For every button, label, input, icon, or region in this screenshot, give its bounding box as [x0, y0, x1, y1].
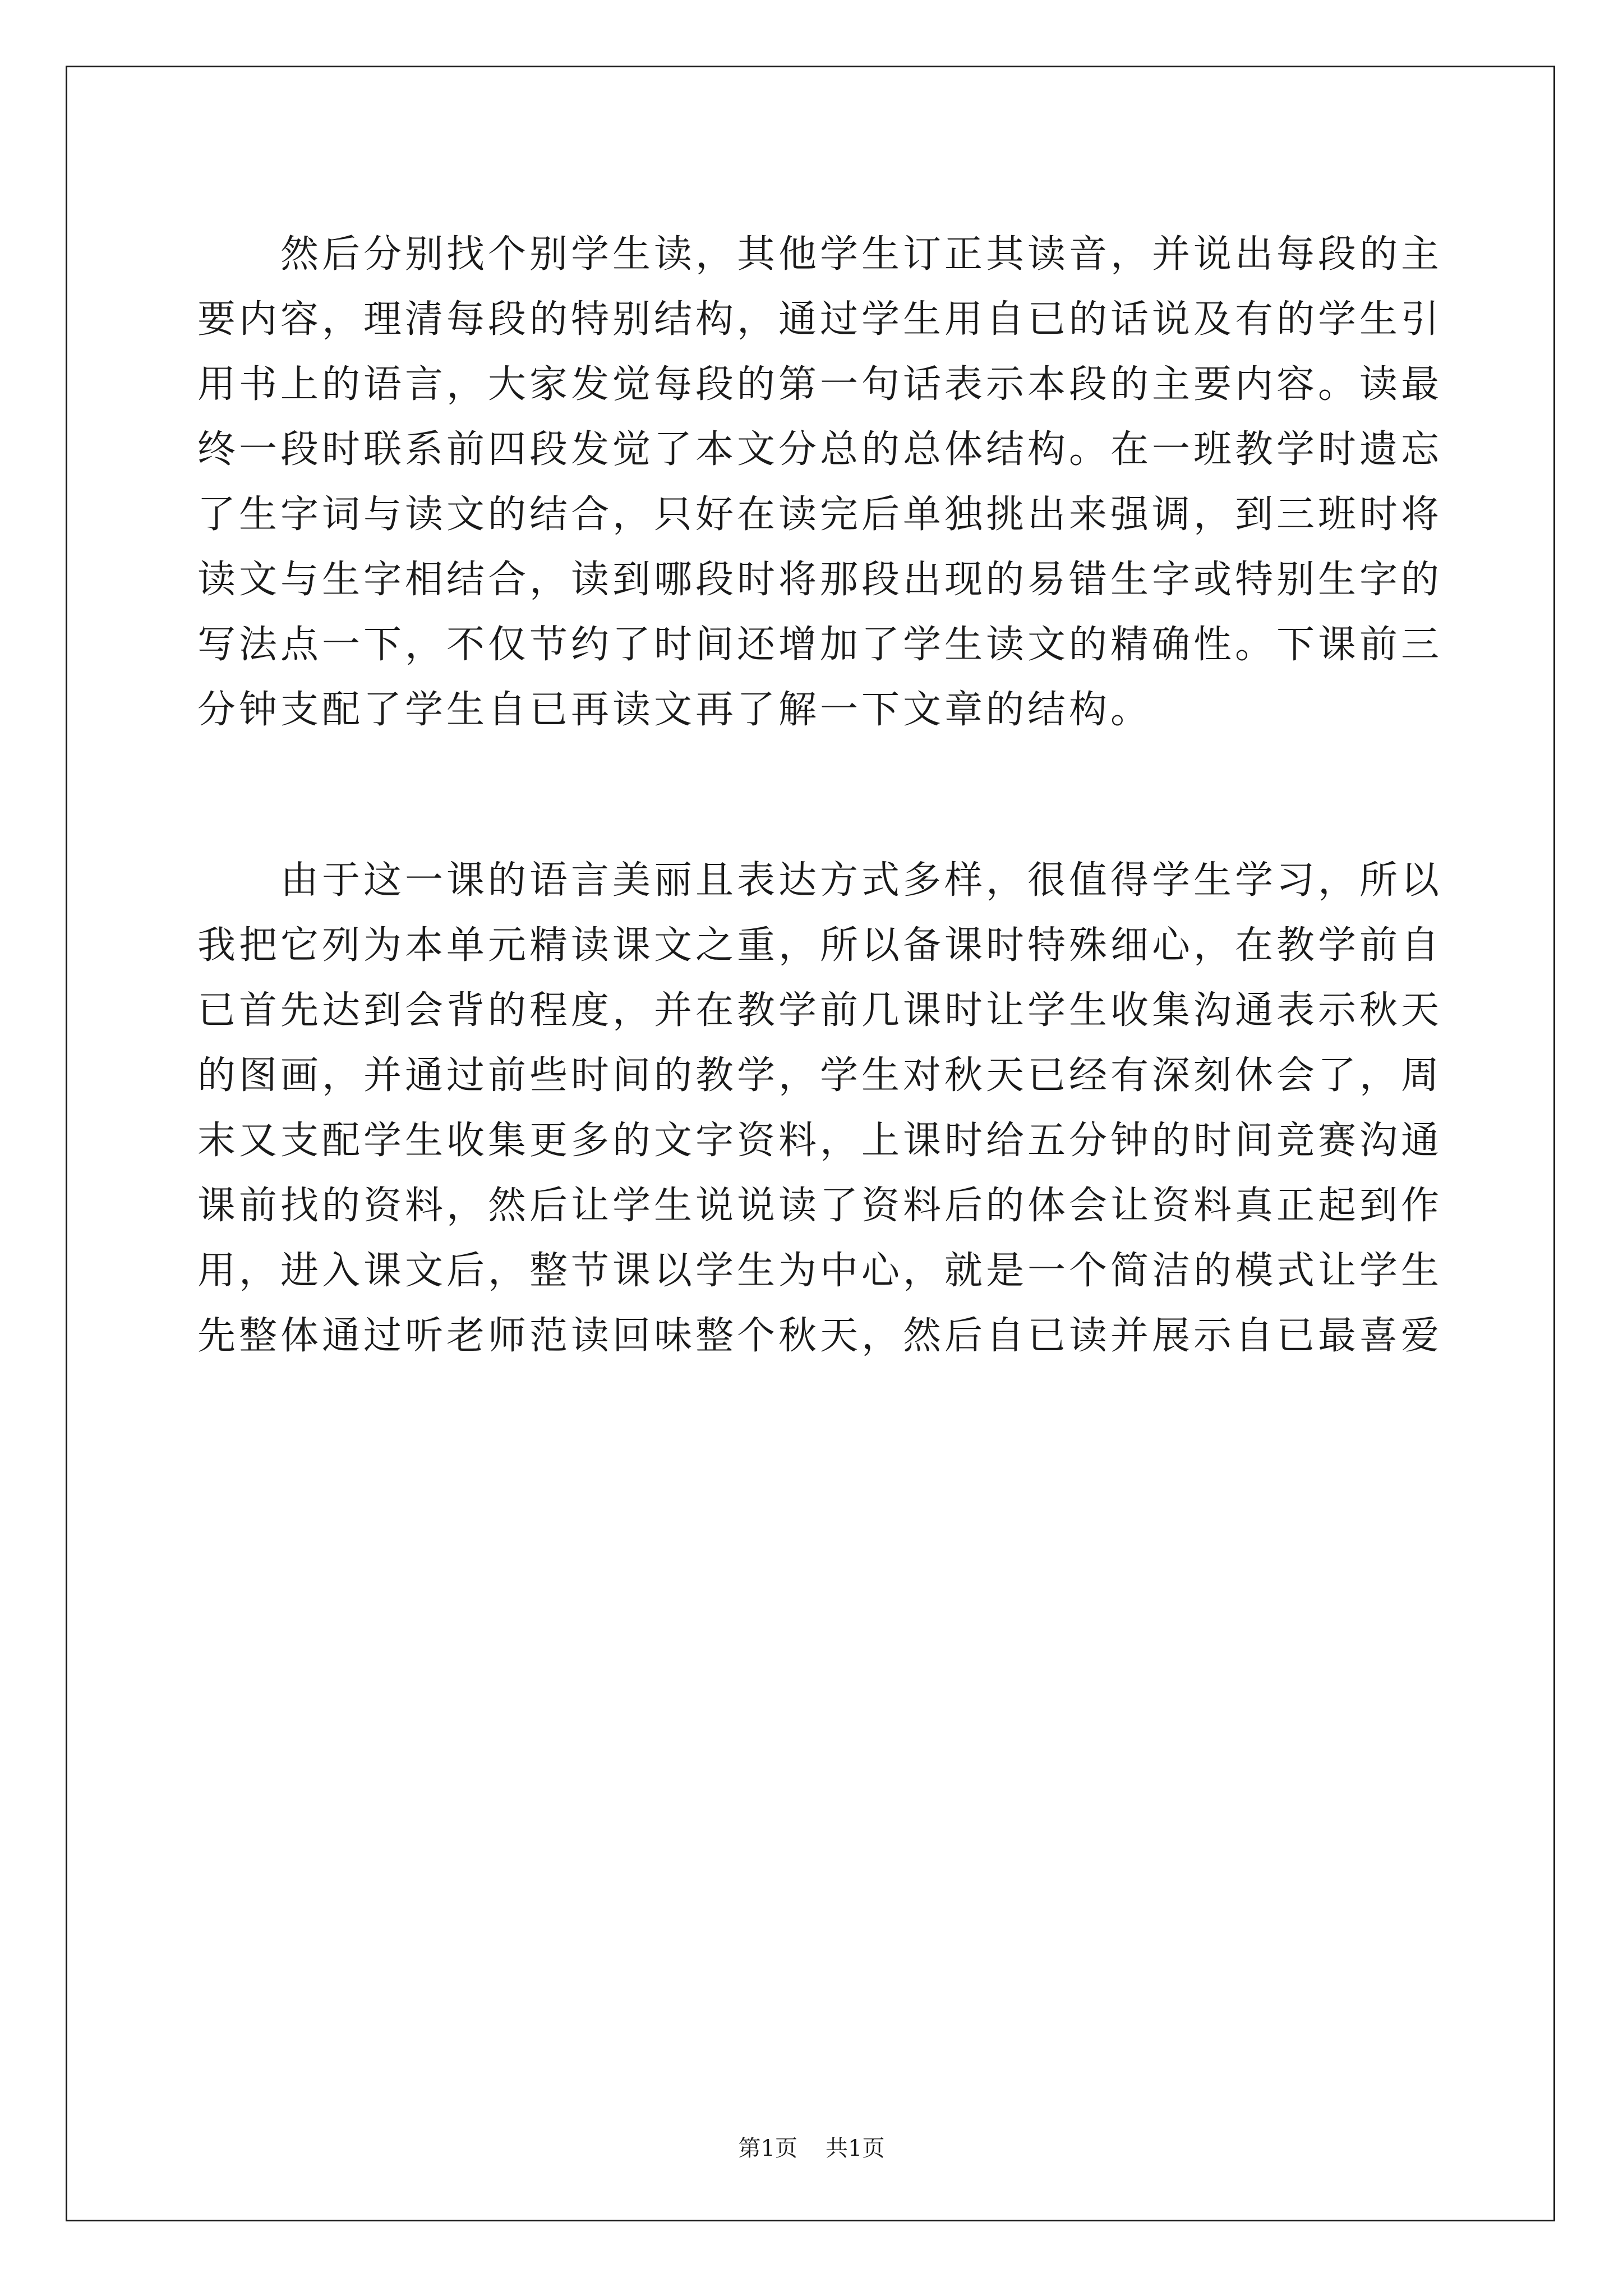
paragraph-1-line-3: 用书上的语言，大家发觉每段的第一句话表示本段的主要内容。读最: [197, 362, 1443, 407]
paragraph-2-line-2: 我把它列为本单元精读课文之重，所以备课时特殊细心，在教学前自: [197, 923, 1443, 968]
paragraph-2-line-7: 用，进入课文后，整节课以学生为中心，就是一个简洁的模式让学生: [197, 1249, 1443, 1293]
paragraph-2-line-3: 已首先达到会背的程度，并在教学前几课时让学生收集沟通表示秋天: [197, 988, 1443, 1033]
page-total: 共1页: [826, 2136, 885, 2161]
paragraph-2-line-6: 课前找的资料，然后让学生说说读了资料后的体会让资料真正起到作: [197, 1184, 1443, 1228]
paragraph-1-line-8: 分钟支配了学生自已再读文再了解一下文章的结构。: [197, 688, 1152, 732]
paragraph-1-line-4: 终一段时联系前四段发觉了本文分总的总体结构。在一班教学时遗忘: [197, 427, 1443, 472]
page-number: 第1页: [738, 2136, 797, 2161]
paragraph-2-line-8: 先整体通过听老师范读回味整个秋天，然后自已读并展示自已最喜爱: [197, 1314, 1443, 1358]
paragraph-1-line-2: 要内容，理清每段的特别结构，通过学生用自已的话说及有的学生引: [197, 297, 1443, 342]
paragraph-1-line-5: 了生字词与读文的结合，只好在读完后单独挑出来强调，到三班时将: [197, 493, 1443, 537]
paragraph-2-line-5: 末又支配学生收集更多的文字资料，上课时给五分钟的时间竞赛沟通: [197, 1119, 1443, 1163]
paragraph-2-line-4: 的图画，并通过前些时间的教学，学生对秋天已经有深刻休会了，周: [197, 1053, 1443, 1098]
page-footer: [0, 2132, 1623, 2165]
paragraph-1-line-1: 然后分别找个别学生读，其他学生订正其读音，并说出每段的主: [280, 232, 1443, 277]
paragraph-2-line-1: 由于这一课的语言美丽且表达方式多样，很值得学生学习，所以: [280, 858, 1443, 903]
paragraph-1-line-7: 写法点一下，不仅节约了时间还增加了学生读文的精确性。下课前三: [197, 623, 1443, 667]
paragraph-1-line-6: 读文与生字相结合，读到哪段时将那段出现的易错生字或特别生字的: [197, 558, 1443, 602]
